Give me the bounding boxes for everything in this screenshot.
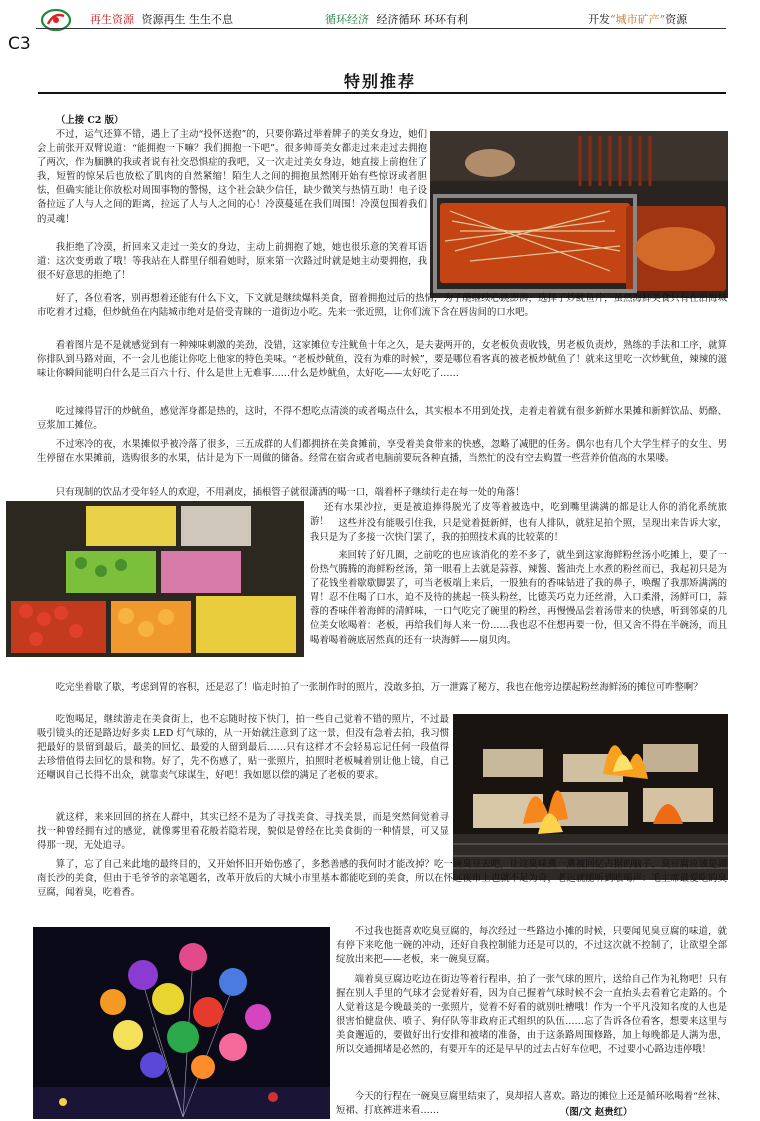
paragraph-9: 这些并没有能吸引住我，只是觉着挺新鲜，也有人排队，就驻足拍个照，呈现出来告诉大家，我只是为了多接一次快门罢了，我的拍照技术真的比较菜的！ xyxy=(310,518,727,544)
paragraph-11: 吃完坐着歇了歇，考虑到胃的容积，还是忍了！临走时拍了一张制作时的照片，没敢多拍，万一泄露了秘方，我也在他旁边摆起粉丝海鲜汤的摊位可咋整啊？ xyxy=(55,682,703,693)
title-divider xyxy=(38,92,726,94)
skewer-stall-photo xyxy=(430,131,728,298)
paragraph-14: 算了，忘了自己来此地的最终目的，又开始怀旧开始伤感了，多愁善感的我何时才能改掉？吃一碗臭豆去吧，让这臭味熏一熏被回忆占据的脑子，臭豆腐应该是湖南长沙的美食，但由于毛爷爷的亲笔题名，改革开放后的大城小市里基本都能吃到的美食，所以在怀远夜市上也就不足为奇，老远就能听到吆喝声：毛主席最爱吃的臭豆腐，闻着臭，吃着香。 xyxy=(37,859,727,899)
paragraph-7: 只有现制的饮品才受年轻人的欢迎，不用剥皮，插根管子就很潇洒的喝一口，端着杯子继续行走在每一处的角落！ xyxy=(55,487,525,498)
header-mid-brand: 循环经济 xyxy=(325,13,369,26)
paragraph-5: 吃过辣得冒汗的炒鱿鱼，感觉浑身都是热的，这时，不得不想吃点清淡的或者喝点什么，其实根本不用到处找，走着走着就有很多新鲜水果摊和新鲜饮品、奶酪、豆浆加工摊位。 xyxy=(37,406,727,432)
grilled-seafood-photo xyxy=(453,714,728,880)
continued-label: （上接 C2 版） xyxy=(56,115,124,126)
paragraph-15: 不过我也挺喜欢吃臭豆腐的，每次经过一些路边小摊的时候，只要闻见臭豆腐的味道，就有停下来吃他一碗的冲动，还好自我控制能力还是可以的，不过这次就不控制了，让欲望全部绽放出来把——老板，来一碗臭豆腐。 xyxy=(336,926,727,966)
header-mid-slogan: 经济循环 环环有利 xyxy=(376,13,468,26)
header-left xyxy=(90,11,233,27)
byline: （图/文 赵贵红） xyxy=(556,1104,632,1118)
header-right-quote: “城市矿产” xyxy=(610,13,666,26)
paragraph-17: 今天的行程在一碗臭豆腐里结束了，臭却招人喜欢。路边的摊位上还是循环吆喝着“丝袜、短裙、打底裤进来看…… xyxy=(336,1091,726,1117)
header-brand: 再生资源 xyxy=(90,13,134,26)
paragraph-10-top: 来回转了好几圈，之前吃的也应该消化的差不多了，就坐到这家海鲜粉丝汤小吃摊上，要了一份热气腾腾的海鲜粉丝汤，第一眼看上去就是蒜蓉、辣酱、酱油壳上水煮的粉丝而已，我起初只是为了花钱坐着歇歇脚罢了，可当老板端上来后，一股独有的香味钻进了我的鼻子，唤醒了我那矫满满的胃！忍不住喝了口水，迫不及待的挑起一筷头粉丝，比德芙巧克力还丝滑，入口柔滑，汤鲜可口，蒜蓉的香味伴着海鲜的清鲜味，一口气吃完了碗里的粉丝，再慢慢品尝着汤带来的快感，听到邻桌的几位美女吆喝着：老板，再给我们每人来一份……我也忍不住想再要一份，但又舍不得在半碗汤，而且喝着喝着碗底居然真的还有一块海鲜——扇贝肉。 xyxy=(310,550,727,646)
header-right xyxy=(588,11,687,27)
paragraph-8: 还有水果沙拉，更是被追捧得脱光了皮等着被选中，吃到嘴里满满的都是让人你的消化系统旅游！ xyxy=(310,502,727,528)
header-left-slogan: 资源再生 生生不息 xyxy=(141,13,233,26)
paragraph-4: 看着图片是不是就感觉到有一种辣味刺激的美劲，没错，这家摊位专注鱿鱼十年之久，是夫妻两开的，女老板负责收钱，男老板负责炒，熟练的手法和工序，就算你排队到马路对面，不一会儿也能让你吃上他家的特色美味。“老板炒鱿鱼，没有为难的时候”，要是哪位看客真的被老板炒鱿鱼了！就来这里吃一次炒鱿鱼，辣辣的滋味让你瞬间能明白什么是三百六十行、什么是世上无难事……什么是炒鱿鱼，太好吃——太好吃了…… xyxy=(37,340,727,380)
fruit-stall-photo xyxy=(6,501,304,657)
header-divider xyxy=(36,28,726,29)
paragraph-16: 端着臭豆腐边吃边在街边等着行程串，拍了一张气球的照片，送给自己作为礼物吧！只有握在别人手里的气球才会觉着好看，因为自己握着气球时候不会一直抬头去看着它走路的。个人觉着这是今晚最美的一张照片，觉着不好看的就别吐槽哦！作为一个平凡没知名度的人也是很害怕健盘侠、喷子、狗仔队等非政府正式组织的队伍……忘了告诉各位看客，想要来这里与美食邂逅的，要做好出行安排和被堵的准备，由于这条路周围修路，加上每晚都是人满为患，所以交通拥堵是必然的，有要开车的还是早早的过去占好车位吧，不过要小心路边违停哦！ xyxy=(336,974,727,1056)
header-right-post: 资源 xyxy=(665,13,688,26)
page-label: C3 xyxy=(8,34,31,54)
paragraph-6: 不过寒冷的夜，水果摊似乎被冷落了很多，三五成群的人们都拥挤在美食摊前，享受着美食带来的快感，忽略了减肥的任务。偶尔也有几个大学生样子的女生、男生停留在水果摊前，选购很多的水果，估计是为下一周做的储备。经常在宿舍或者电脑前要玩各种直播，当然忙的没有空去购置一些营养价值高的水果喽。 xyxy=(37,439,727,465)
led-balloons-photo xyxy=(33,927,330,1119)
header-right-pre: 开发 xyxy=(588,13,610,26)
paragraph-1: 不过，运气还算不错，遇上了主动“投怀送抱”的，只要你路过举着牌子的美女身边，她们会上前张开双臂说道：“能拥抱一下嘛？我们拥抱一下吧”。很多帅哥美女都走过来走过去拥抱了两次，作为腼腆的我或者说有社交恐惧症的我吧，又一次走过美女身边，她直接上前抱住了我，短暂的惊呆后也放松了肌肉的自然紧缩！陌生人之间的拥抱虽然刚开始有些惊讶或者胆怯，但确实能让你放松对周围事物的警惕，这个社会缺少信任，缺少微笑与热情互助！电子设备拉远了人与人之间的距离，拉远了人与人之间的心！冷漠蔓延在我们周围！冷漠包围着我们的灵魂！ xyxy=(37,129,427,225)
paragraph-13: 就这样，来来回回的挤在人群中，其实已经不是为了寻找美食、寻找美景，而是突然间觉着寻找一种曾经拥有过的感觉，就像雾里看花般若隐若现，貌似是曾经在比美食街的一种情景，可又显得那一现，无处追寻。 xyxy=(37,812,449,852)
header-middle xyxy=(325,11,468,27)
paragraph-12: 吃饱喝足，继续游走在美食街上，也不忘随时按下快门，拍一些自己觉着不错的照片，不过最吸引镜头的还是路边好多卖 LED 灯气球的，从一开始就注意到了这一景，但没有急着去拍，我习惯把最好的景留到最后，最美的回忆、最爱的人留到最后……只有这样才不会轻易忘记任何一段值得去珍惜值得去回忆的景和物。好了，先不伤感了，贴一张照片，拍照时老板喊着别让他上镜，自己还嘲讽自己长得不出众，就靠卖气球谋生，好吧！我如愿以偿的满足了老板的要求。 xyxy=(37,714,449,782)
section-title: 特别推荐 xyxy=(343,72,416,91)
paragraph-2: 我拒绝了冷漠，折回来又走过一美女的身边，主动上前拥抱了她，她也很乐意的笑着耳语道：这次变勇敢了哦！等我站在人群里仔细看她时，原来第一次路过时就是她主动要拥抱，我很不好意思的拒绝了！ xyxy=(37,242,427,282)
paragraph-3: 好了，各位看客，别再想着还能有什么下文，下文就是继续爆料美食，留着拥抱过后的热情，为了能继续心跳澎湃，选择了炒鱿鱼片，虽然海鲜美食只有在沿海城市吃着才过瘾，但炒鱿鱼在内陆城市绝对是倍受青睐的一道街边小吃。先来一张近照，让你们流下含在唇齿间的口水吧。 xyxy=(37,293,727,319)
